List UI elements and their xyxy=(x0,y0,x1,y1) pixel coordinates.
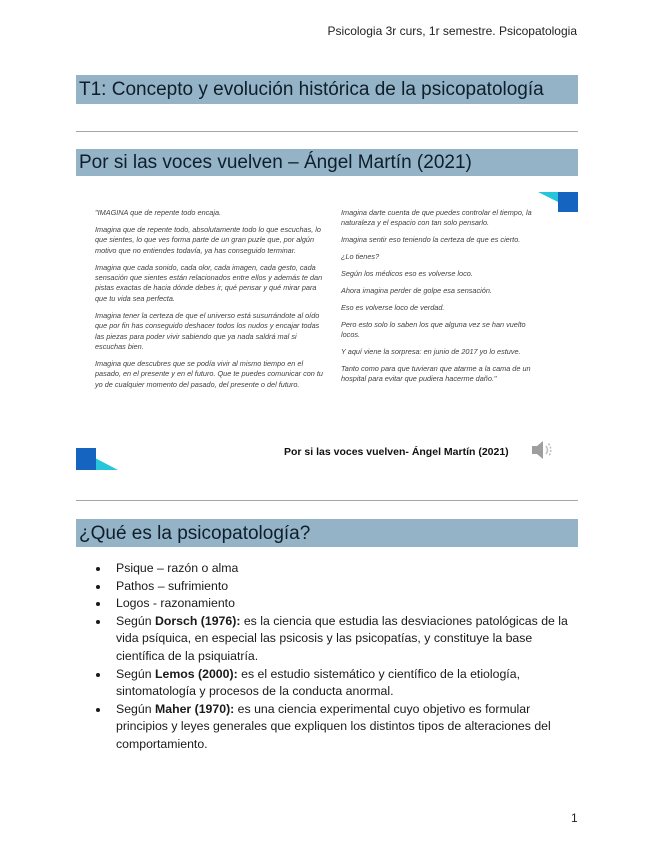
running-header: Psicologia 3r curs, 1r semestre. Psicopatologia xyxy=(327,24,577,38)
corner-triangle-top-right xyxy=(538,192,578,212)
quote-paragraph: Imagina que cada sonido, cada olor, cada imagen, cada gesto, cada sensación que sientes están relacionados entre ellos y además te dan pistas exactas de hacia dónde debes ir, qué pensar y qué mirar para que tu vida sea perfecta. xyxy=(95,262,323,303)
slide-caption: Por si las voces vuelven- Ángel Martín (2021) xyxy=(284,446,509,458)
quote-paragraph: Imagina darte cuenta de que puedes controlar el tiempo, la naturaleza y el espacio con tan solo pensarlo. xyxy=(341,208,532,228)
quote-paragraph: Imagina sentir eso teniendo la certeza de que es cierto. xyxy=(341,235,521,245)
quote-paragraph: Pero esto solo lo saben los que alguna vez se han vuelto locos. xyxy=(341,319,526,340)
list-item: Según Maher (1970): es una ciencia experimental cuyo objetivo es formular principios y leyes generales que expliquen los distintos tipos de alteraciones del comportamiento. xyxy=(76,701,581,754)
divider xyxy=(76,131,578,132)
author-citation: Dorsch (1976): xyxy=(154,613,241,628)
corner-triangle-bottom-left xyxy=(76,448,118,470)
speaker-icon[interactable] xyxy=(529,437,555,463)
bullet-icon xyxy=(96,602,100,606)
quote-paragraph: Ahora imagina perder de golpe esa sensación. xyxy=(341,286,492,296)
quote-paragraph: ¿Lo tienes? xyxy=(341,252,380,262)
quote-paragraph: Según los médicos eso es volverse loco. xyxy=(341,269,473,279)
bullet-icon xyxy=(96,708,100,712)
bullet-icon xyxy=(96,567,100,571)
author-citation: Lemos (2000): xyxy=(154,666,238,681)
divider xyxy=(76,500,578,501)
bullet-icon xyxy=(96,585,100,589)
quote-paragraph: Eso es volverse loco de verdad. xyxy=(341,302,445,312)
section-title-t1: T1: Concepto y evolución histórica de la psicopatología xyxy=(76,75,578,104)
section-title-book: Por si las voces vuelven – Ángel Martín (2021) xyxy=(76,149,578,176)
bullet-icon xyxy=(96,620,100,624)
author-citation: Maher (1970): xyxy=(154,701,235,716)
section-title-what: ¿Qué es la psicopatología? xyxy=(76,519,578,547)
quote-paragraph: Imagina tener la certeza de que el universo está susurrándote al oído que por fin has conseguido deshacer todos los nudos y encajar todas las piezas para poder vivir sabiendo que ya nada saldrá mal si escuchas bien. xyxy=(95,310,320,351)
list-item: Según Dorsch (1976): es la ciencia que estudia las desviaciones patológicas de la vida psíquica, en especial las psicosis y las psicopatías, y constituye la base científica de la psiquiatría. xyxy=(76,613,581,666)
quote-paragraph: Imagina que de repente todo, absolutamente todo lo que escuchas, lo que sientes, lo que ves forma parte de un gran puzle que, por algún motivo que no entiendes todavía, ya has conseguido terminar. xyxy=(95,224,321,255)
list-item: Logos - razonamiento xyxy=(76,595,581,613)
list-item: Según Lemos (2000): es el estudio sistemático y científico de la etiología, sintomatología y procesos de la conducta anormal. xyxy=(76,666,581,701)
quote-column-left xyxy=(95,208,328,397)
definition-list xyxy=(76,560,581,754)
bullet-icon xyxy=(96,673,100,677)
page-number: 1 xyxy=(571,811,578,825)
quote-paragraph: Imagina que descubres que se podía vivir al mismo tiempo en el pasado, en el presente y en el futuro. Que te puedes comunicar con tu yo de cualquier momento del pasado, del presente o del futuro. xyxy=(95,358,323,389)
quote-paragraph: Tanto como para que tuvieran que atarme a la cama de un hospital para evitar que pudiera hacerme daño." xyxy=(341,364,531,384)
list-item: Psique – razón o alma xyxy=(76,560,581,578)
quote-paragraph: Y aquí viene la sorpresa: en junio de 2017 yo lo estuve. xyxy=(341,347,521,357)
book-quote-slide xyxy=(76,192,578,474)
quote-paragraph: "IMAGINA que de repente todo encaja. xyxy=(95,208,222,217)
quote-column-right xyxy=(341,208,541,391)
list-item: Pathos – sufrimiento xyxy=(76,578,581,596)
